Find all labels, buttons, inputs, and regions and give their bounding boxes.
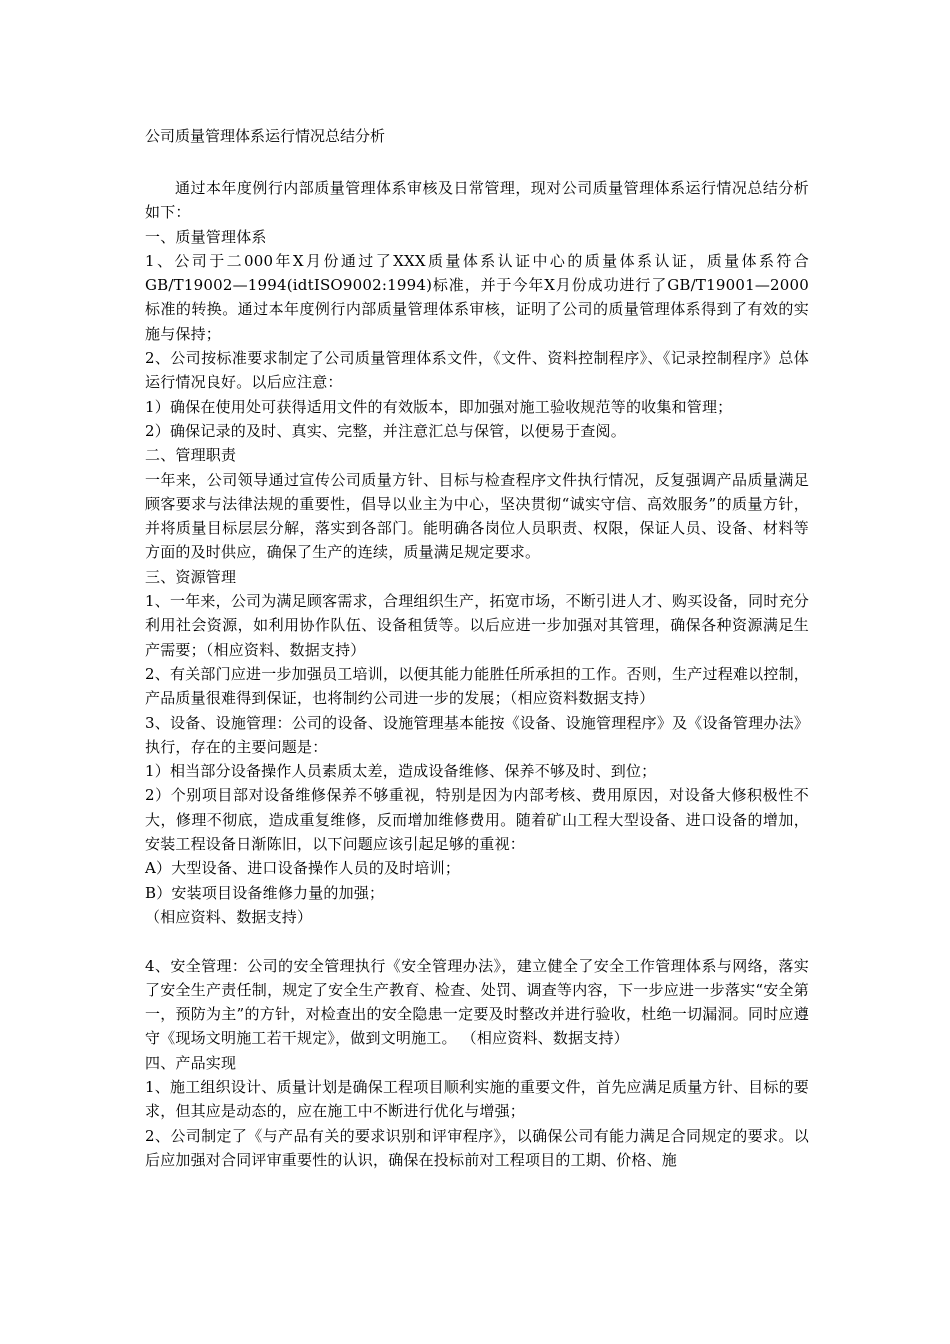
intro-paragraph: 通过本年度例行内部质量管理体系审核及日常管理，现对公司质量管理体系运行情况总结分析如下： (145, 179, 809, 222)
paragraph: 4、安全管理：公司的安全管理执行《安全管理办法》，建立健全了安全工作管理体系与网络，落实了安全生产责任制，规定了安全生产教育、检查、处罚、调查等内容，下一步应进一步落实“安全第一，预防为主”的方针，对检查出的安全隐患一定要及时整改并进行验收，杜绝一切漏洞。同时应遵守《现场文明施工若干规定》，做到文明施工。 （相应资料、数据支持） (145, 956, 809, 1048)
paragraph: 一年来，公司领导通过宣传公司质量方针、目标与检查程序文件执行情况，反复强调产品质量满足顾客要求与法律法规的重要性，倡导以业主为中心，坚决贯彻“诚实守信、高效服务”的质量方针，并将质量目标层层分解，落实到各部门。能明确各岗位人员职责、权限，保证人员、设备、材料等方面的及时供应，确保了生产的连续，质量满足规定要求。 (145, 470, 809, 562)
list-item: 1）确保在使用处可获得适用文件的有效版本，即加强对施工验收规范等的收集和管理； (145, 397, 733, 416)
section-heading-quality-system: 一、质量管理体系 (145, 227, 267, 246)
document-title: 公司质量管理体系运行情况总结分析 (145, 127, 386, 145)
paragraph: 1、公司于二000年X月份通过了XXX质量体系认证中心的质量体系认证，质量体系符合GB/T19002—1994(idtISO9002:1994)标准，并于今年X月份成功进行了GB/T19001—2000标准的转换。通过本年度例行内部质量管理体系审核，证明了公司的质量管理体系得到了有效的实施与保持； (145, 251, 809, 343)
list-item: 2）个别项目部对设备维修保养不够重视，特别是因为内部考核、费用原因，对设备大修积极性不大，修理不彻底，造成重复维修，反而增加维修费用。随着矿山工程大型设备、进口设备的增加，安装工程设备日渐陈旧，以下问题应该引起足够的重视： (145, 786, 809, 854)
blank-line (145, 929, 809, 953)
section-heading-management-responsibility: 二、管理职责 (145, 446, 237, 465)
list-item: 2）确保记录的及时、真实、完整，并注意汇总与保管，以便易于查阅。 (145, 421, 626, 440)
section-heading-resource-management: 三、资源管理 (145, 567, 237, 586)
document-page (145, 124, 809, 1172)
paragraph: 1、施工组织设计、质量计划是确保工程项目顺利实施的重要文件，首先应满足质量方针、目标的要求，但其应是动态的，应在施工中不断进行优化与增强； (145, 1077, 809, 1121)
list-item: 1）相当部分设备操作人员素质太差，造成设备维修、保养不够及时、到位； (145, 762, 657, 781)
section-heading-product-realization: 四、产品实现 (145, 1053, 237, 1072)
list-item: A）大型设备、进口设备操作人员的及时培训； (145, 859, 461, 878)
paragraph: 1、一年来，公司为满足顾客需求，合理组织生产，拓宽市场，不断引进人才、购买设备，同时充分利用社会资源，如利用协作队伍、设备租赁等。以后应进一步加强对其管理，确保各种资源满足生产需要；（相应资料、数据支持） (145, 592, 809, 659)
list-item: B）安装项目设备维修力量的加强； (145, 883, 385, 902)
paragraph: 3、设备、设施管理：公司的设备、设施管理基本能按《设备、设施管理程序》及《设备管理办法》执行，存在的主要问题是： (145, 713, 809, 756)
paragraph: 2、公司制定了《与产品有关的要求识别和评审程序》，以确保公司有能力满足合同规定的要求。以后应加强对合同评审重要性的认识，确保在投标前对工程项目的工期、价格、施 (145, 1126, 809, 1169)
paragraph: 2、有关部门应进一步加强员工培训，以便其能力能胜任所承担的工作。否则，生产过程难以控制，产品质量很难得到保证，也将制约公司进一步的发展；（相应资料数据支持） (145, 664, 809, 708)
data-support-note: （相应资料、数据支持） (145, 907, 313, 926)
paragraph: 2、公司按标准要求制定了公司质量管理体系文件，《文件、资料控制程序》、《记录控制程序》总体运行情况良好。以后应注意： (145, 349, 809, 392)
